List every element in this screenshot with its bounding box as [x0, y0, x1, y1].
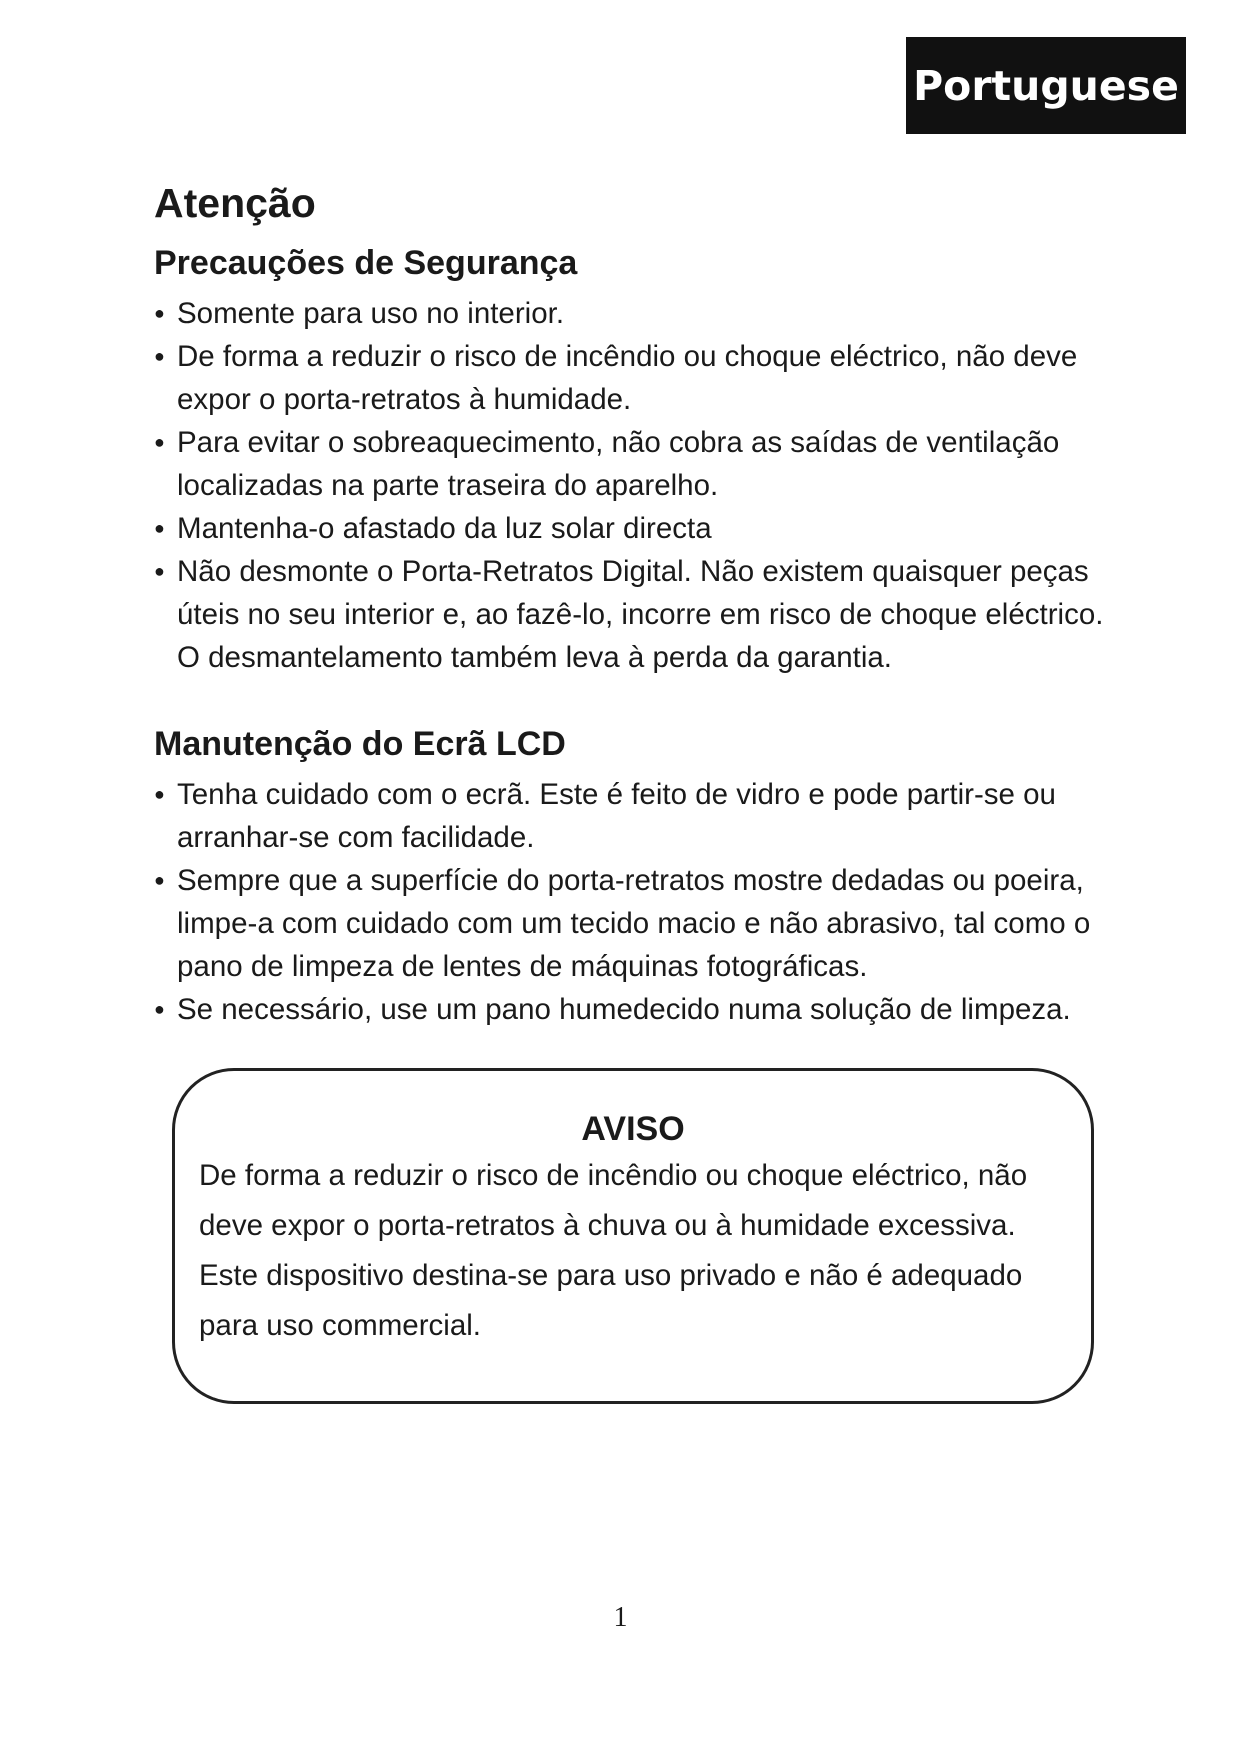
safety-heading: Precauções de Segurança [154, 244, 578, 282]
list-item: ● Para evitar o sobreaquecimento, não cobra as saídas de ventilação localizadas na parte traseira do aparelho. [154, 421, 1114, 507]
language-badge: Portuguese [906, 37, 1186, 134]
warning-title: AVISO [581, 1110, 685, 1148]
lcd-heading: Manutenção do Ecrã LCD [154, 725, 566, 763]
warning-box [172, 1068, 1094, 1404]
list-item: ● De forma a reduzir o risco de incêndio ou choque eléctrico, não deve expor o porta-retratos à humidade. [154, 335, 1114, 421]
list-item: ● Sempre que a superfície do porta-retratos mostre dedadas ou poeira, limpe-a com cuidado com um tecido macio e não abrasivo, tal como o pano de limpeza de lentes de máquinas fotográficas. [154, 859, 1114, 988]
safety-list [154, 292, 1114, 679]
page-number: 1 [613, 1602, 628, 1633]
list-item: ● Tenha cuidado com o ecrã. Este é feito de vidro e pode partir-se ou arranhar-se com facilidade. [154, 773, 1114, 859]
main-content [154, 176, 1114, 1031]
lcd-list [154, 773, 1114, 1031]
list-item: ● Mantenha-o afastado da luz solar directa [154, 507, 1114, 550]
warning-text: De forma a reduzir o risco de incêndio ou choque eléctrico, não deve expor o porta-retratos à chuva ou à humidade excessiva. Este dispositivo destina-se para uso privado e não é adequado para uso commercial. [199, 1159, 1028, 1342]
page-title: Atenção [154, 180, 316, 226]
list-item: ● Se necessário, use um pano humedecido numa solução de limpeza. [154, 988, 1114, 1031]
list-item: ● Não desmonte o Porta-Retratos Digital. Não existem quaisquer peças úteis no seu interior e, ao fazê-lo, incorre em risco de choque eléctrico. O desmantelamento também leva à perda da garantia. [154, 550, 1114, 679]
list-item: ● Somente para uso no interior. [154, 292, 1114, 335]
